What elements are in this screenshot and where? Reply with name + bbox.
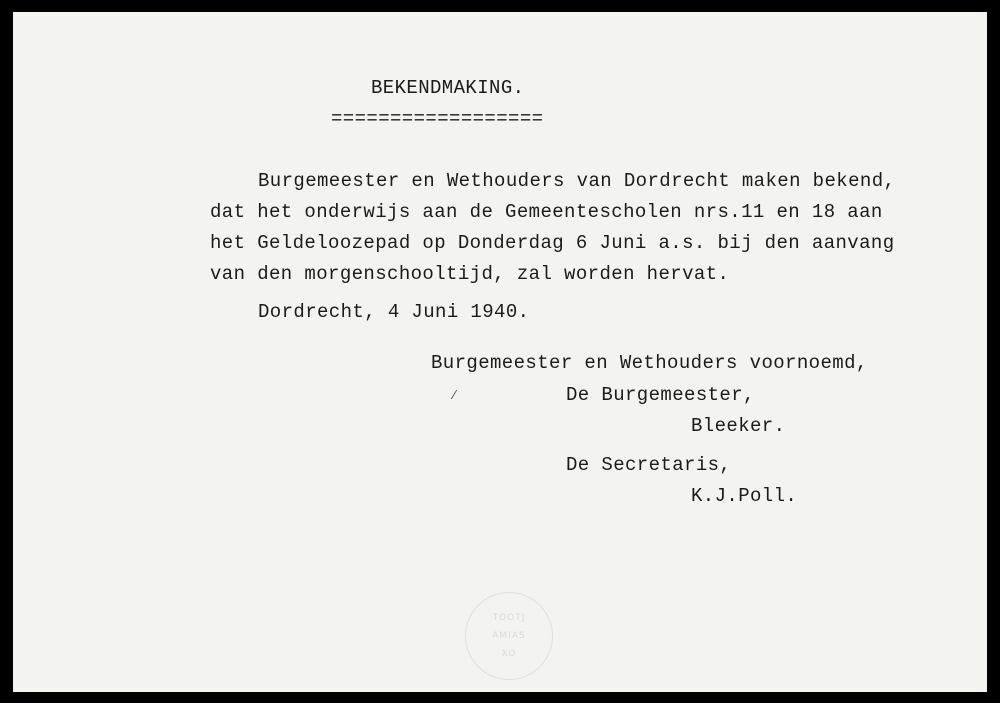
document-title: BEKENDMAKING. bbox=[371, 77, 525, 99]
burgemeester-name: Bleeker. bbox=[691, 415, 786, 437]
secretaris-role: De Secretaris, bbox=[566, 454, 732, 476]
archive-stamp bbox=[465, 592, 553, 680]
title-underline: ================== bbox=[331, 108, 544, 130]
body-line-1: Burgemeester en Wethouders van Dordrecht maken bekend, bbox=[258, 170, 896, 192]
stamp-line-1: TOOTJ bbox=[492, 613, 526, 623]
body-line-4: van den morgenschooltijd, zal worden hervat. bbox=[210, 263, 730, 285]
stamp-line-2: AMIAS bbox=[492, 631, 526, 641]
document-sheet bbox=[13, 12, 987, 692]
body-line-2: dat het onderwijs aan de Gemeentescholen nrs.11 en 18 aan bbox=[210, 201, 883, 223]
stamp-line-3: XO bbox=[501, 649, 517, 659]
burgemeester-role: De Burgemeester, bbox=[566, 384, 755, 406]
date-line: Dordrecht, 4 Juni 1940. bbox=[258, 301, 530, 323]
closing-line: Burgemeester en Wethouders voornoemd, bbox=[431, 352, 868, 374]
body-line-3: het Geldeloozepad op Donderdag 6 Juni a.s. bij den aanvang bbox=[210, 232, 895, 254]
secretaris-name: K.J.Poll. bbox=[691, 485, 798, 507]
pencil-tick-icon: ⁄ bbox=[453, 388, 456, 402]
